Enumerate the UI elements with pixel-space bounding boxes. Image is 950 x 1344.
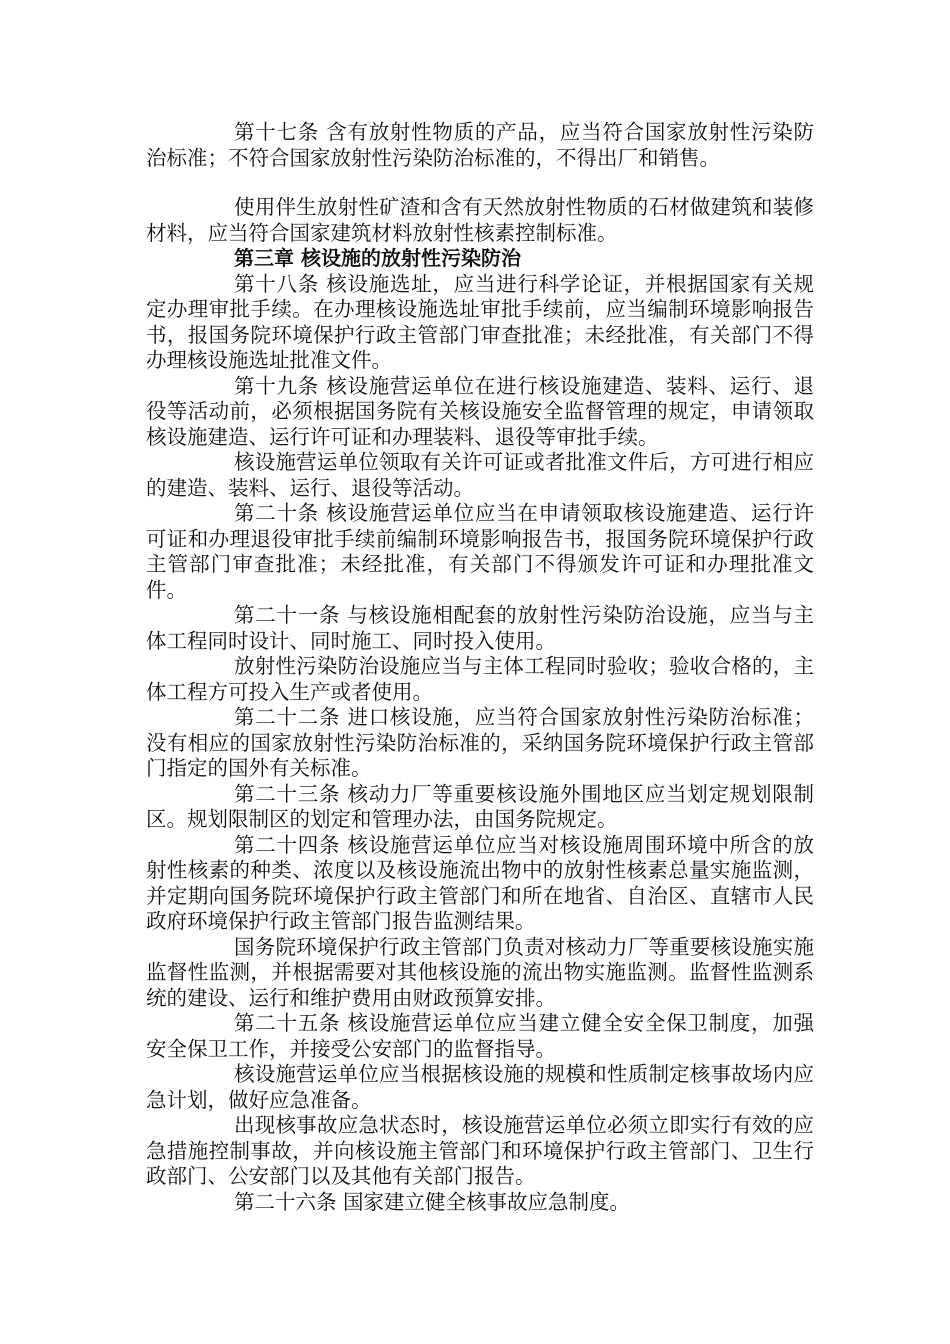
paragraph-article-17: 第十七条 含有放射性物质的产品，应当符合国家放射性污染防治标准；不符合国家放射性污染防治标准的，不得出厂和销售。 [146, 120, 814, 170]
paragraph-article-20: 第二十条 核设施营运单位应当在申请领取核设施建造、运行许可证和办理退役审批手续前编制环境影响报告书，报国务院环境保护行政主管部门审查批准；未经批准，有关部门不得颁发许可证和办理批准文件。 [146, 501, 814, 602]
paragraph-article-18: 第十八条 核设施选址，应当进行科学论证，并根据国家有关规定办理审批手续。在办理核设施选址审批手续前，应当编制环境影响报告书，报国务院环境保护行政主管部门审查批准；未经批准，有关部门不得办理核设施选址批准文件。 [146, 271, 814, 372]
document-body [146, 120, 814, 1215]
paragraph-article-23: 第二十三条 核动力厂等重要核设施外围地区应当划定规划限制区。规划限制区的划定和管理办法，由国务院规定。 [146, 781, 814, 831]
paragraph-article-26: 第二十六条 国家建立健全核事故应急制度。 [234, 1189, 631, 1214]
paragraph-article-19: 第十九条 核设施营运单位在进行核设施建造、装料、运行、退役等活动前，必须根据国务院有关核设施安全监督管理的规定，申请领取核设施建造、运行许可证和办理装料、退役等审批手续。 [146, 373, 814, 449]
chapter-heading: 第三章 核设施的放射性污染防治 [234, 246, 521, 270]
paragraph-article-24: 第二十四条 核设施营运单位应当对核设施周围环境中所含的放射性核素的种类、浓度以及核设施流出物中的放射性核素总量实施监测，并定期向国务院环境保护行政主管部门和所在地省、自治区、直辖市人民政府环境保护行政主管部门报告监测结果。 [146, 832, 814, 933]
paragraph-article-22: 第二十二条 进口核设施，应当符合国家放射性污染防治标准；没有相应的国家放射性污染防治标准的，采纳国务院环境保护行政主管部门指定的国外有关标准。 [146, 705, 814, 780]
paragraph-article-25-emergency-response: 出现核事故应急状态时，核设施营运单位必须立即实行有效的应急措施控制事故，并向核设施主管部门和环境保护行政主管部门、卫生行政部门、公安部门以及其他有关部门报告。 [146, 1113, 814, 1188]
paragraph-article-24-supervision: 国务院环境保护行政主管部门负责对核动力厂等重要核设施实施监督性监测，并根据需要对其他核设施的流出物实施监测。监督性监测系统的建设、运行和维护费用由财政预算安排。 [146, 934, 814, 1010]
paragraph-article-25: 第二十五条 核设施营运单位应当建立健全安全保卫制度，加强安全保卫工作，并接受公安部门的监督指导。 [146, 1011, 814, 1061]
paragraph-article-21-acceptance: 放射性污染防治设施应当与主体工程同时验收；验收合格的，主体工程方可投入生产或者使用。 [146, 654, 814, 704]
paragraph-article-25-emergency-plan: 核设施营运单位应当根据核设施的规模和性质制定核事故场内应急计划，做好应急准备。 [146, 1062, 814, 1112]
paragraph-article-19-permits: 核设施营运单位领取有关许可证或者批准文件后，方可进行相应的建造、装料、运行、退役等活动。 [146, 450, 814, 500]
paragraph-article-21: 第二十一条 与核设施相配套的放射性污染防治设施，应当与主体工程同时设计、同时施工、同时投入使用。 [146, 603, 814, 653]
paragraph-article-17-building-materials: 使用伴生放射性矿渣和含有天然放射性物质的石材做建筑和装修材料，应当符合国家建筑材料放射性核素控制标准。 [146, 195, 814, 245]
